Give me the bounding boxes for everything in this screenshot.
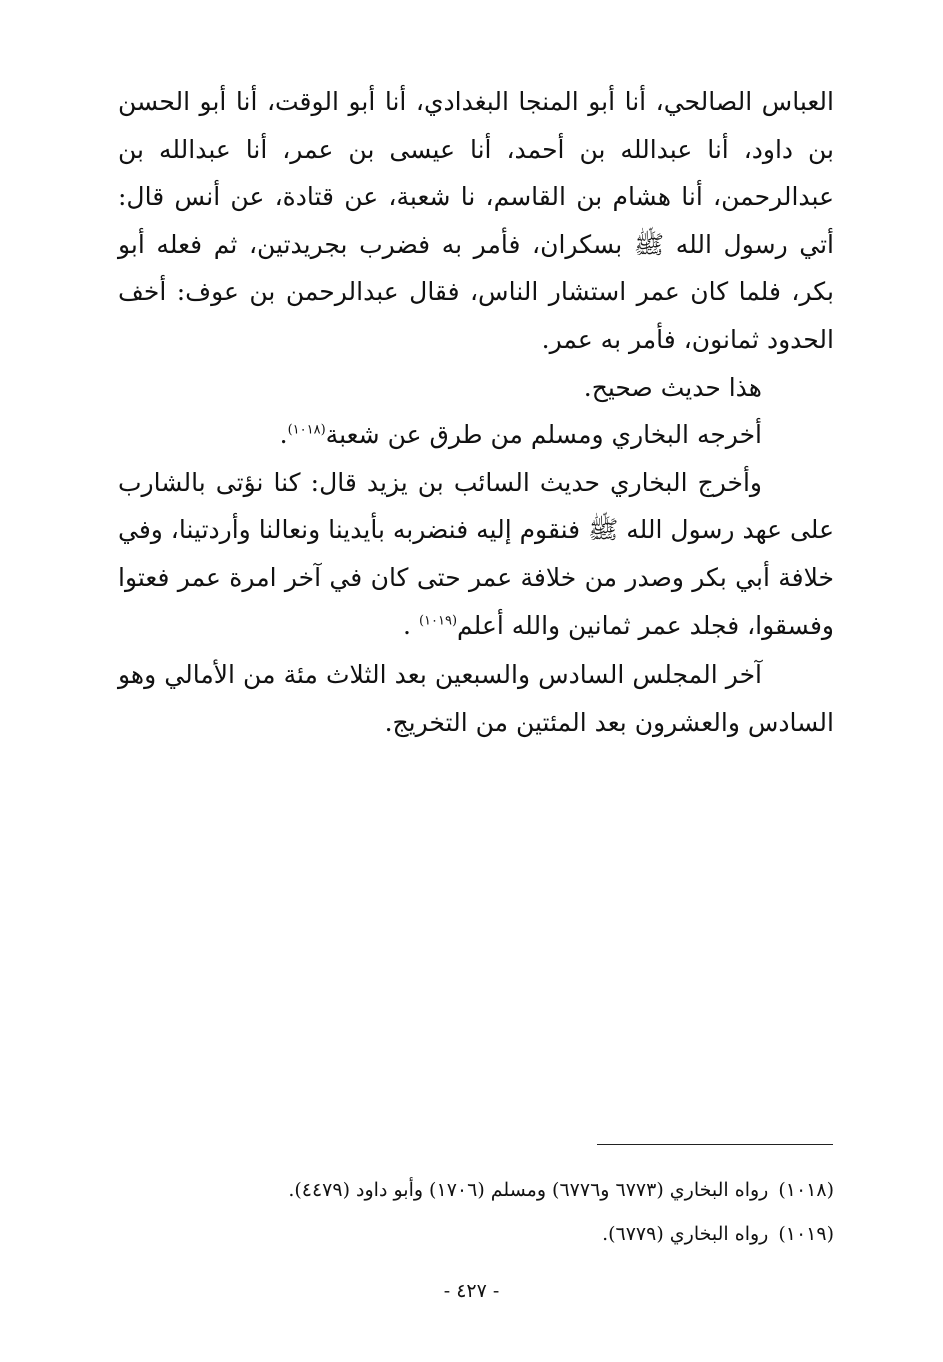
saib-text: وأخرج البخاري حديث السائب بن يزيد قال: كنا نؤتى بالشارب على عهد رسول الله ﷺ فنقوم إليه فنضربه بأيدينا ونعالنا وأردتينا، وفي خلافة أبي بكر وصدر من خلافة عمر حتى كان في آخر امرة عمر فعتوا وفسقوا، فجلد عمر ثمانين والله أعلم (117, 467, 834, 640)
main-text (118, 78, 834, 746)
saib-paragraph (118, 459, 834, 649)
footnote-reference-1019[interactable]: (١٠١٩) (418, 613, 458, 629)
page-number: - ٤٢٧ - (443, 1280, 500, 1302)
footnote-text: رواه البخاري (٦٧٧٩). (602, 1223, 769, 1245)
footnote-separator (597, 1144, 833, 1145)
footnote-number: (١٠١٩) (778, 1223, 834, 1245)
takhrij-period: . (279, 420, 288, 450)
footnote-1019 (180, 1212, 834, 1256)
closing-paragraph: آخر المجلس السادس والسبعين بعد الثلاث مئة من الأمالي وهو السادس والعشرون بعد المئتين من التخريج. (118, 660, 834, 737)
grading-paragraph: هذا حديث صحيح. (583, 372, 762, 402)
footnotes (180, 1168, 834, 1256)
takhrij-paragraph (118, 411, 834, 459)
footnote-text: رواه البخاري (٦٧٧٣ و٦٧٧٦) ومسلم (١٧٠٦) وأبو داود (٤٤٧٩). (288, 1179, 769, 1201)
footnote-number: (١٠١٨) (778, 1179, 834, 1201)
isnad-paragraph: العباس الصالحي، أنا أبو المنجا البغدادي، أنا أبو الوقت، أنا أبو الحسن بن داود، أنا عبدالله بن أحمد، أنا عيسى بن عمر، أنا عبدالله بن عبدالرحمن، أنا هشام بن القاسم، نا شعبة، عن قتادة، عن أنس قال: أتي رسول الله ﷺ بسكران، فأمر به فضرب بجريدتين، ثم فعله أبو بكر، فلما كان عمر استشار الناس، فقال عبدالرحمن بن عوف: أخف الحدود ثمانون، فأمر به عمر. (118, 87, 834, 354)
takhrij-text: أخرجه البخاري ومسلم من طرق عن شعبة (325, 420, 762, 450)
footnote-1018 (180, 1168, 834, 1212)
footnote-reference-1018[interactable]: (١٠١٨) (287, 422, 326, 438)
saib-tail: . (403, 610, 419, 640)
